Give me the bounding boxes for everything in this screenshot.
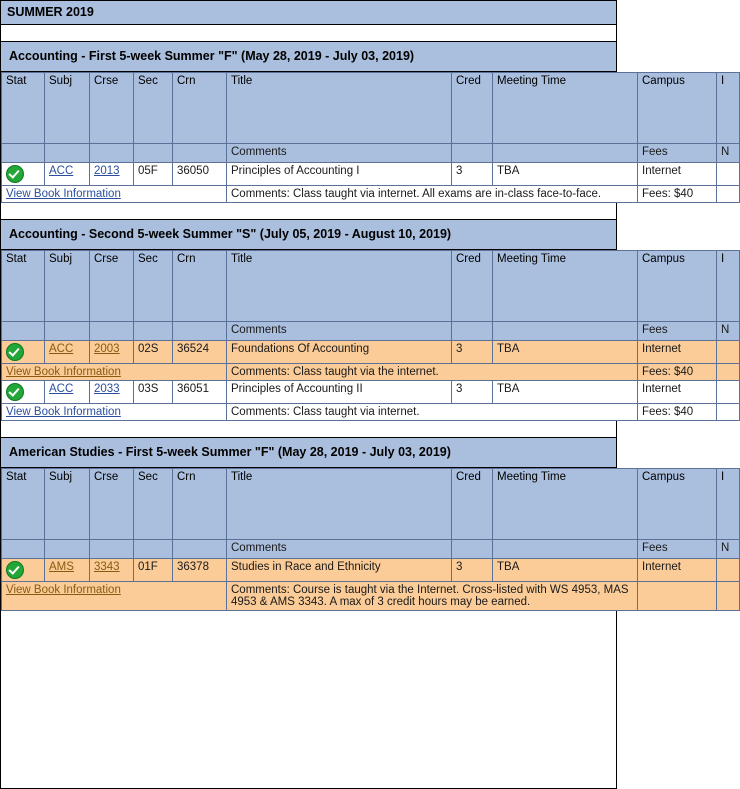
col-more2: N [717,144,740,163]
more-cell [717,341,740,364]
subj-cell[interactable] [45,163,90,186]
subhdr-blank-1 [2,144,45,163]
subhdr-blank-7 [493,540,638,559]
status-cell [2,559,45,582]
col-cred: Cred [452,73,493,144]
subhdr-blank-2 [45,322,90,341]
book-info-cell[interactable] [2,364,227,381]
more-cell-2 [717,186,740,203]
crse-cell[interactable] [90,559,134,582]
col-crn: Crn [173,251,227,322]
sec-cell: 03S [134,381,173,404]
subhdr-blank-3 [90,540,134,559]
campus-cell: Internet [638,163,717,186]
title-cell: Principles of Accounting I [227,163,452,186]
subhdr-blank-6 [452,144,493,163]
table-header-row [2,251,740,322]
more-cell-2 [717,364,740,381]
col-crse: Crse [90,251,134,322]
view-book-information-link[interactable]: View Book Information [6,406,121,418]
subhdr-blank-5 [173,322,227,341]
subhdr-blank-7 [493,322,638,341]
col-more2: N [717,322,740,341]
subhdr-blank-2 [45,144,90,163]
status-cell [2,341,45,364]
open-check-icon [6,383,24,401]
col-stat: Stat [2,469,45,540]
more-cell [717,559,740,582]
col-meeting-time: Meeting Time [493,251,638,322]
col-cred: Cred [452,469,493,540]
col-sec: Sec [134,251,173,322]
cred-cell: 3 [452,163,493,186]
col-more: I [717,251,740,322]
subhdr-blank-4 [134,144,173,163]
crn-cell: 36050 [173,163,227,186]
col-comments: Comments [227,144,452,163]
sec-cell: 01F [134,559,173,582]
col-cred: Cred [452,251,493,322]
col-title: Title [227,73,452,144]
section-gap [1,203,616,219]
fees-cell: Fees: $40 [638,404,717,421]
col-comments: Comments [227,322,452,341]
sec-cell: 02S [134,341,173,364]
crse-cell[interactable] [90,381,134,404]
col-campus: Campus [638,469,717,540]
meeting-time-cell: TBA [493,163,638,186]
table-row [2,341,740,364]
col-title: Title [227,251,452,322]
comments-cell: Comments: Class taught via the internet. [227,364,638,381]
meeting-time-cell: TBA [493,559,638,582]
subhdr-blank-1 [2,540,45,559]
title-cell: Foundations Of Accounting [227,341,452,364]
campus-cell: Internet [638,341,717,364]
col-crse: Crse [90,73,134,144]
meeting-time-cell: TBA [493,341,638,364]
crse-cell[interactable] [90,341,134,364]
col-sec: Sec [134,73,173,144]
subhdr-blank-5 [173,540,227,559]
subj-link[interactable]: ACC [49,383,74,395]
open-check-icon [6,343,24,361]
campus-cell: Internet [638,381,717,404]
course-table [1,468,740,611]
table-header-row [2,469,740,540]
subhdr-blank-4 [134,322,173,341]
crse-link[interactable]: 2013 [94,165,120,177]
subj-cell[interactable] [45,341,90,364]
subhdr-blank-6 [452,540,493,559]
table-subheader-row [2,322,740,341]
table-row [2,381,740,404]
subhdr-blank-6 [452,322,493,341]
fees-cell [638,582,717,611]
subhdr-blank-3 [90,322,134,341]
col-more: I [717,73,740,144]
subhdr-blank-4 [134,540,173,559]
col-crse: Crse [90,469,134,540]
comments-cell: Comments: Class taught via internet. All exams are in-class face-to-face. [227,186,638,203]
col-fees: Fees [638,540,717,559]
col-subj: Subj [45,73,90,144]
section-header: Accounting - Second 5-week Summer "S" (July 05, 2019 - August 10, 2019) [1,219,616,250]
col-more: I [717,469,740,540]
col-crn: Crn [173,73,227,144]
subj-cell[interactable] [45,559,90,582]
crn-cell: 36378 [173,559,227,582]
status-cell [2,163,45,186]
section-gap [1,421,616,437]
crse-link[interactable]: 2003 [94,343,120,355]
book-info-cell[interactable] [2,582,227,611]
cred-cell: 3 [452,381,493,404]
table-row-comments [2,582,740,611]
crn-cell: 36051 [173,381,227,404]
cred-cell: 3 [452,559,493,582]
more-cell-2 [717,404,740,421]
subhdr-blank-5 [173,144,227,163]
crn-cell: 36524 [173,341,227,364]
crse-link[interactable]: 2033 [94,383,120,395]
col-subj: Subj [45,251,90,322]
view-book-information-link[interactable]: View Book Information [6,188,121,200]
table-header-row [2,73,740,144]
table-row [2,163,740,186]
col-stat: Stat [2,73,45,144]
subhdr-blank-3 [90,144,134,163]
col-stat: Stat [2,251,45,322]
col-meeting-time: Meeting Time [493,469,638,540]
col-campus: Campus [638,73,717,144]
subj-link[interactable]: ACC [49,165,74,177]
col-subj: Subj [45,469,90,540]
course-table [1,72,740,203]
book-info-cell[interactable] [2,186,227,203]
fees-cell: Fees: $40 [638,186,717,203]
table-row [2,559,740,582]
col-sec: Sec [134,469,173,540]
spacer [1,25,616,41]
table-subheader-row [2,540,740,559]
comments-cell: Comments: Class taught via internet. [227,404,638,421]
table-row-comments [2,364,740,381]
subj-cell[interactable] [45,381,90,404]
col-crn: Crn [173,469,227,540]
meeting-time-cell: TBA [493,381,638,404]
course-table [1,250,740,421]
crse-link[interactable]: 3343 [94,561,120,573]
fees-cell: Fees: $40 [638,364,717,381]
sec-cell: 05F [134,163,173,186]
campus-cell: Internet [638,559,717,582]
col-comments: Comments [227,540,452,559]
col-meeting-time: Meeting Time [493,73,638,144]
open-check-icon [6,165,24,183]
view-book-information-link[interactable]: View Book Information [6,584,121,596]
subj-link[interactable]: AMS [49,561,74,573]
col-more2: N [717,540,740,559]
term-banner: SUMMER 2019 [1,1,616,25]
status-cell [2,381,45,404]
section-header: American Studies - First 5-week Summer "F" (May 28, 2019 - July 03, 2019) [1,437,616,468]
open-check-icon [6,561,24,579]
table-row-comments [2,186,740,203]
col-fees: Fees [638,144,717,163]
more-cell [717,381,740,404]
subhdr-blank-1 [2,322,45,341]
more-cell-2 [717,582,740,611]
subhdr-blank-7 [493,144,638,163]
title-cell: Principles of Accounting II [227,381,452,404]
title-cell: Studies in Race and Ethnicity [227,559,452,582]
crse-cell[interactable] [90,163,134,186]
table-subheader-row [2,144,740,163]
table-row-comments [2,404,740,421]
more-cell [717,163,740,186]
section-header: Accounting - First 5-week Summer "F" (May 28, 2019 - July 03, 2019) [1,41,616,72]
col-campus: Campus [638,251,717,322]
view-book-information-link[interactable]: View Book Information [6,366,121,378]
subhdr-blank-2 [45,540,90,559]
subj-link[interactable]: ACC [49,343,74,355]
cred-cell: 3 [452,341,493,364]
comments-cell: Comments: Course is taught via the Internet. Cross-listed with WS 4953, MAS 4953 & AMS 3343. A max of 3 credit hours may be earned. [227,582,638,611]
col-fees: Fees [638,322,717,341]
col-title: Title [227,469,452,540]
book-info-cell[interactable] [2,404,227,421]
